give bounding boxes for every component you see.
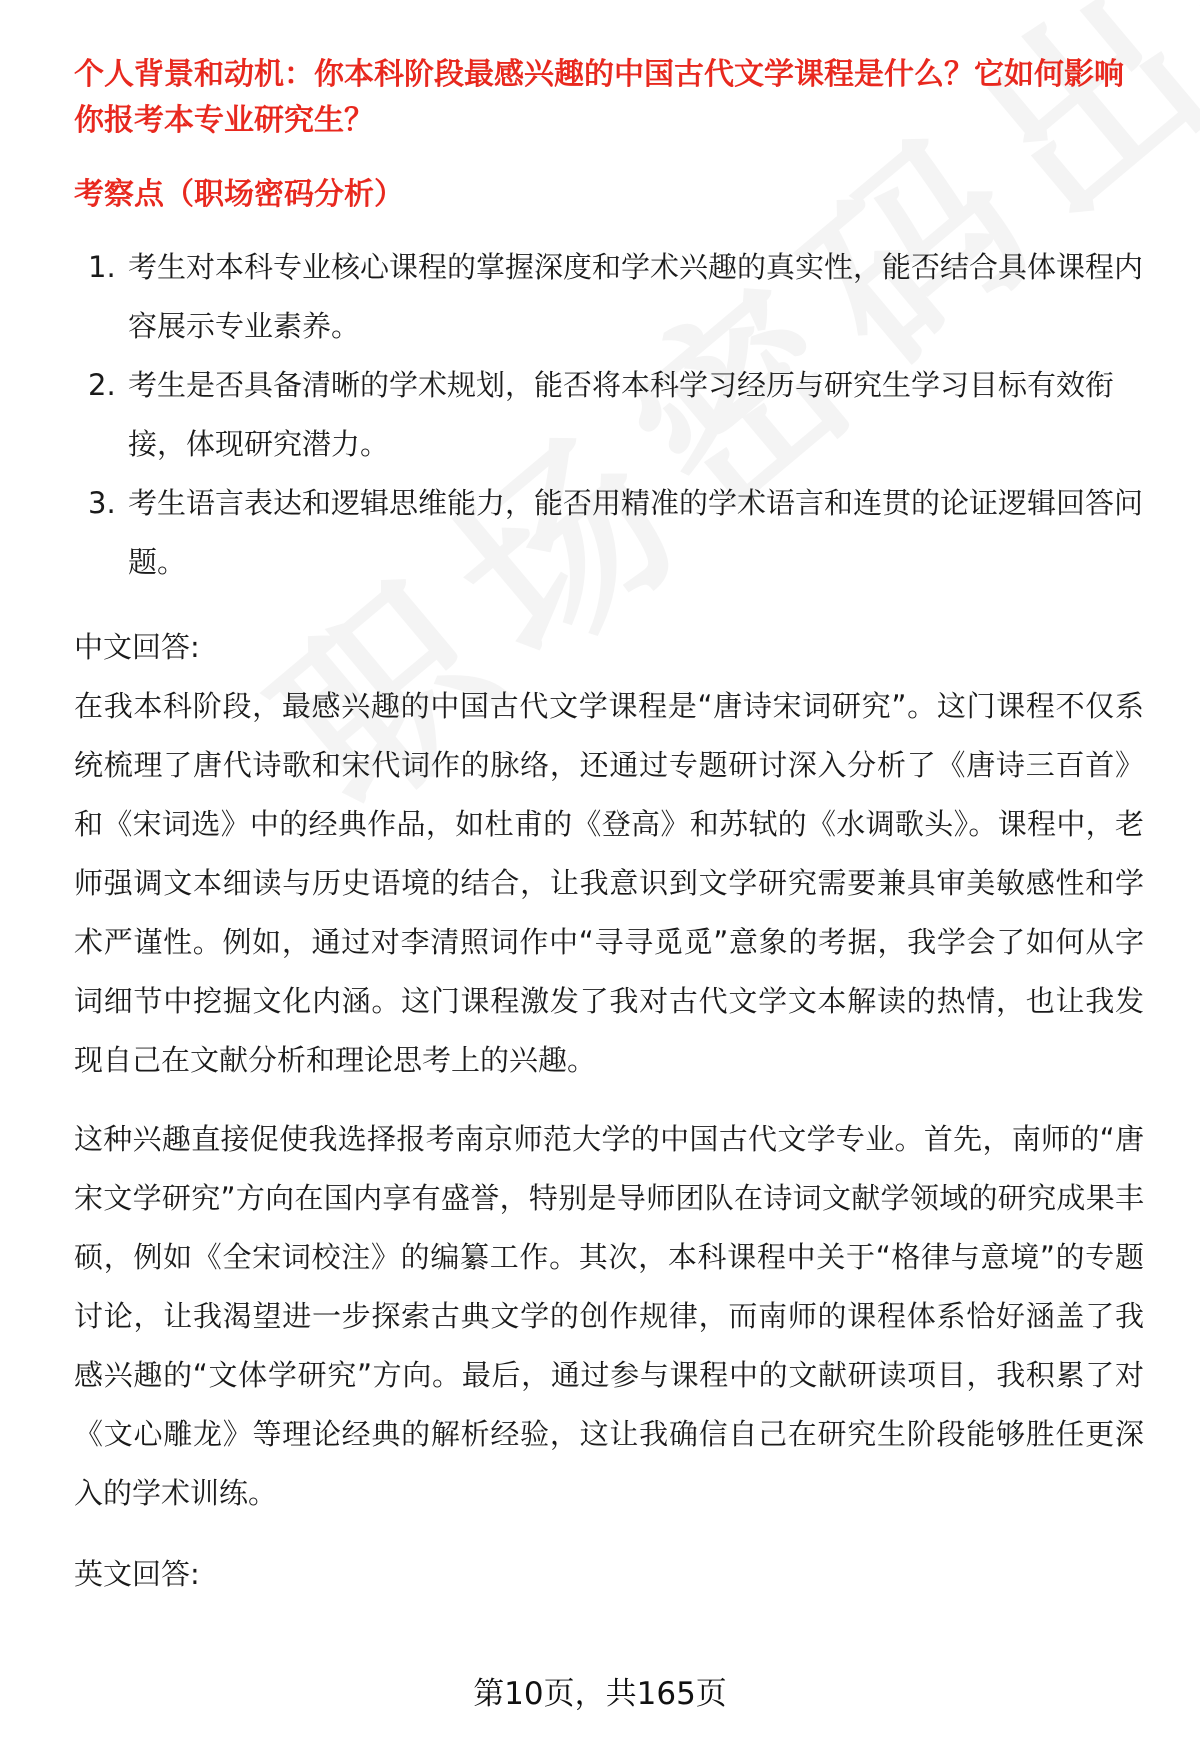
list-item-number: 2. xyxy=(88,368,116,402)
list-item-text: 考生是否具备清晰的学术规划，能否将本科学习经历与研究生学习目标有效衔接，体现研究潜力。 xyxy=(128,368,1115,461)
list-item-number: 3. xyxy=(88,486,116,520)
chinese-answer-paragraph: 这种兴趣直接促使我选择报考南京师范大学的中国古代文学专业。首先，南师的“唐宋文学研究”方向在国内享有盛誉，特别是导师团队在诗词文献学领域的研究成果丰硕，例如《全宋词校注》的编纂工作。其次，本科课程中关于“格律与意境”的专题讨论，让我渴望进一步探索古典文学的创作规律，而南师的课程体系恰好涵盖了我感兴趣的“文体学研究”方向。最后，通过参与课程中的文献研读项目，我积累了对《文心雕龙》等理论经典的解析经验，这让我确信自己在研究生阶段能够胜任更深入的学术训练。 xyxy=(74,1122,1144,1510)
page-number-footer: 第10页，共165页 xyxy=(473,1676,727,1712)
chinese-answer-paragraph: 在我本科阶段，最感兴趣的中国古代文学课程是“唐诗宋词研究”。这门课程不仅系统梳理了唐代诗歌和宋代词作的脉络，还通过专题研讨深入分析了《唐诗三百首》和《宋词选》中的经典作品，如杜甫的《登高》和苏轼的《水调歌头》。课程中，老师强调文本细读与历史语境的结合，让我意识到文学研究需要兼具审美敏感性和学术严谨性。例如，通过对李清照词作中“寻寻觅觅”意象的考据，我学会了如何从字词细节中挖掘文化内涵。这门课程激发了我对古代文学文本解读的热情，也让我发现自己在文献分析和理论思考上的兴趣。 xyxy=(74,689,1144,1077)
analysis-points-list xyxy=(74,238,1144,592)
list-item-number: 1. xyxy=(88,250,116,284)
list-item xyxy=(74,356,1144,474)
document-page xyxy=(74,52,1144,1604)
list-item xyxy=(74,474,1144,592)
list-item xyxy=(74,238,1144,356)
chinese-answer-label: 中文回答: xyxy=(74,630,200,664)
list-item-text: 考生语言表达和逻辑思维能力，能否用精准的学术语言和连贯的论证逻辑回答问题。 xyxy=(128,486,1144,579)
analysis-heading: 考察点（职场密码分析） xyxy=(74,177,404,212)
question-title: 个人背景和动机：你本科阶段最感兴趣的中国古代文学课程是什么？它如何影响你报考本专业研究生？ xyxy=(74,57,1124,138)
list-item-text: 考生对本科专业核心课程的掌握深度和学术兴趣的真实性，能否结合具体课程内容展示专业素养。 xyxy=(128,250,1144,343)
english-answer-label: 英文回答: xyxy=(74,1557,200,1591)
